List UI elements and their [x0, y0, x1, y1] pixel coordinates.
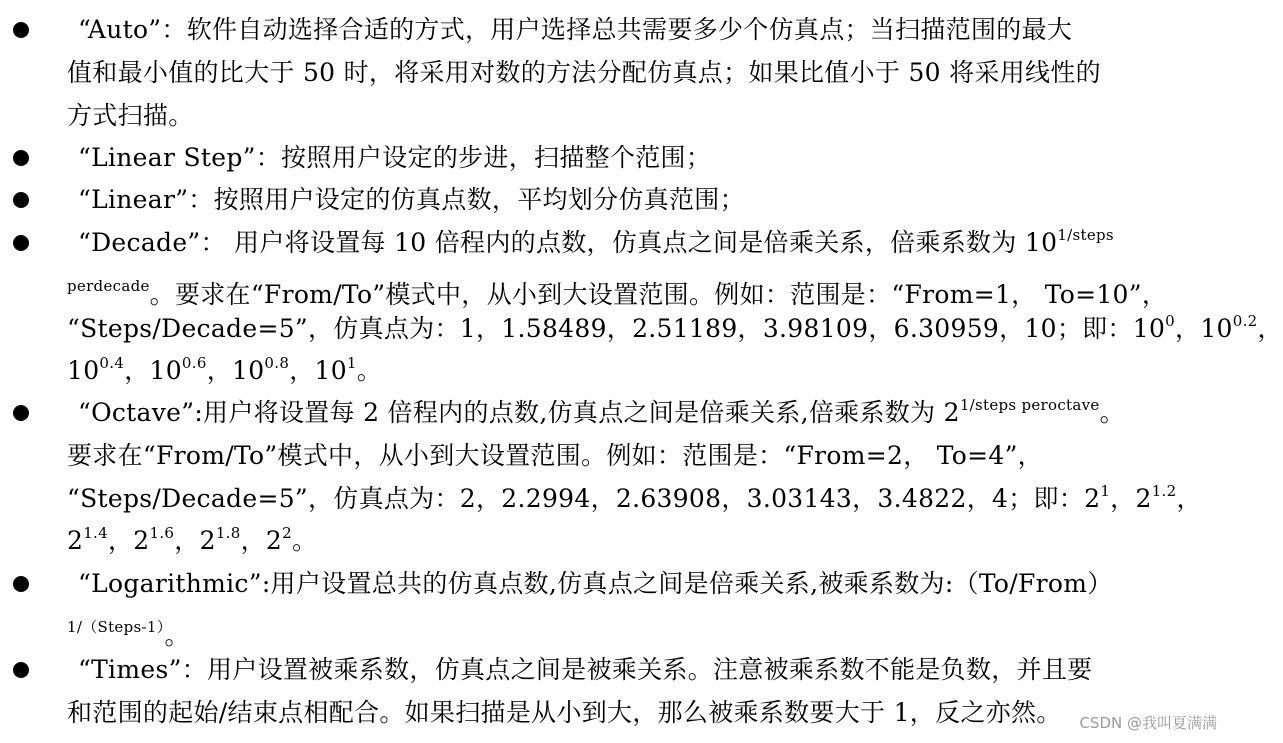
power-base: 10 [314, 356, 347, 385]
text-line: “Linear”：按照用户设定的仿真点数，平均划分仿真范围； [78, 185, 745, 214]
text-line: 和范围的起始/结束点相配合。如果扫描是从小到大，那么被乘系数要大于 1，反之亦然。 [67, 698, 1062, 727]
bullet [13, 192, 29, 208]
separator: ， [289, 356, 315, 385]
power-base: 10 [232, 356, 265, 385]
text-line [78, 227, 1114, 259]
power-exponent: 1.4 [83, 524, 108, 542]
text-line: “Linear Step”：按照用户设定的步进，扫描整个范围； [78, 143, 712, 172]
power-base: 10 [1200, 314, 1233, 343]
power-exponent: 0.2 [1232, 312, 1258, 330]
power-group [67, 526, 317, 555]
power-exponent: 0 [1165, 312, 1175, 330]
bullet [13, 576, 29, 592]
text-line [67, 483, 1202, 515]
power-base: 2 [1135, 484, 1152, 513]
text-line: “Auto”：软件自动选择合适的方式，用户选择总共需要多少个仿真点；当扫描范围的最大 [78, 15, 1073, 44]
bullet [13, 405, 29, 421]
text-line [67, 611, 190, 652]
power-exponent: 1.6 [149, 524, 175, 542]
power-exponent: 0.4 [99, 354, 125, 372]
separator: 。 [291, 526, 318, 555]
separator: ， [1110, 484, 1136, 513]
power-exponent: 1.8 [215, 524, 241, 542]
power-base: 2 [67, 526, 84, 555]
octave-line-tail: 。 [1099, 398, 1125, 427]
separator: ， [174, 526, 200, 555]
decade-line-text: 。要求在“From/To”模式中，从小到大设置范围。例如：范围是：“From=1， To=10”， [149, 280, 1168, 309]
text-line [78, 397, 1125, 429]
power-group [67, 356, 382, 385]
text-line [67, 525, 317, 557]
power-exponent: 2 [282, 524, 292, 542]
superscript: 1/steps peroctave [959, 396, 1100, 414]
separator: ， [206, 356, 232, 385]
power-exponent: 1.2 [1151, 482, 1177, 500]
power-group [1133, 314, 1283, 343]
logarithmic-line-tail: 。 [164, 621, 190, 650]
bullet [13, 662, 29, 678]
separator: 。 [356, 356, 383, 385]
power-base: 2 [1084, 484, 1101, 513]
subscript-text: perdecade [67, 277, 150, 295]
text-line [67, 355, 382, 387]
bullet [13, 235, 29, 251]
decade-line-text: “Decade”： 用户将设置每 10 倍程内的点数，仿真点之间是倍乘关系，倍乘系数为 10 [78, 228, 1058, 257]
text-line [67, 270, 1167, 311]
separator: ， [107, 526, 134, 555]
octave-line-text: “Steps/Decade=5”，仿真点为：2，2.2994，2.63908，3.03143，3.4822，4；即： [67, 484, 1085, 513]
separator: ， [1257, 314, 1283, 343]
bullet [13, 22, 29, 38]
power-exponent: 0.6 [181, 354, 207, 372]
text-line: 要求在“From/To”模式中，从小到大设置范围。例如：范围是：“From=2， To=4”， [67, 441, 1043, 470]
superscript: 1/steps [1057, 226, 1114, 244]
text-line: 值和最小值的比大于 50 时，将采用对数的方法分配仿真点；如果比值小于 50 将采用线性的 [67, 58, 1101, 87]
power-exponent: 0.8 [264, 354, 290, 372]
power-base: 2 [133, 526, 150, 555]
power-exponent: 1 [1100, 482, 1111, 500]
power-base: 2 [265, 526, 283, 555]
power-base: 2 [199, 526, 216, 555]
text-line: 方式扫描。 [67, 101, 194, 130]
text-line: “Times”：用户设置被乘系数，仿真点之间是被乘关系。注意被乘系数不能是负数，并且要 [78, 655, 1093, 684]
octave-line-text: “Octave”:用户将设置每 2 倍程内的点数,仿真点之间是倍乘关系,倍乘系数为 2 [78, 398, 960, 427]
text-line: “Logarithmic”:用户设置总共的仿真点数,仿真点之间是倍乘关系,被乘系数为:（To/From） [78, 569, 1113, 598]
power-exponent: 1 [346, 354, 357, 372]
separator: ， [1175, 314, 1201, 343]
power-base: 10 [1132, 314, 1166, 343]
power-base: 10 [67, 356, 100, 385]
power-group [1084, 484, 1202, 513]
subscript-text: 1/（Steps-1） [67, 618, 165, 636]
text-line [67, 313, 1283, 345]
decade-line-text: “Steps/Decade=5”，仿真点为：1，1.58489，2.51189，3.98109，6.30959，10；即： [67, 314, 1133, 343]
separator: ， [1176, 484, 1202, 513]
bullet [13, 150, 29, 166]
watermark: CSDN @我叫夏满满 [1079, 714, 1217, 732]
power-base: 10 [149, 356, 182, 385]
separator: ， [240, 526, 266, 555]
separator: ， [124, 356, 150, 385]
